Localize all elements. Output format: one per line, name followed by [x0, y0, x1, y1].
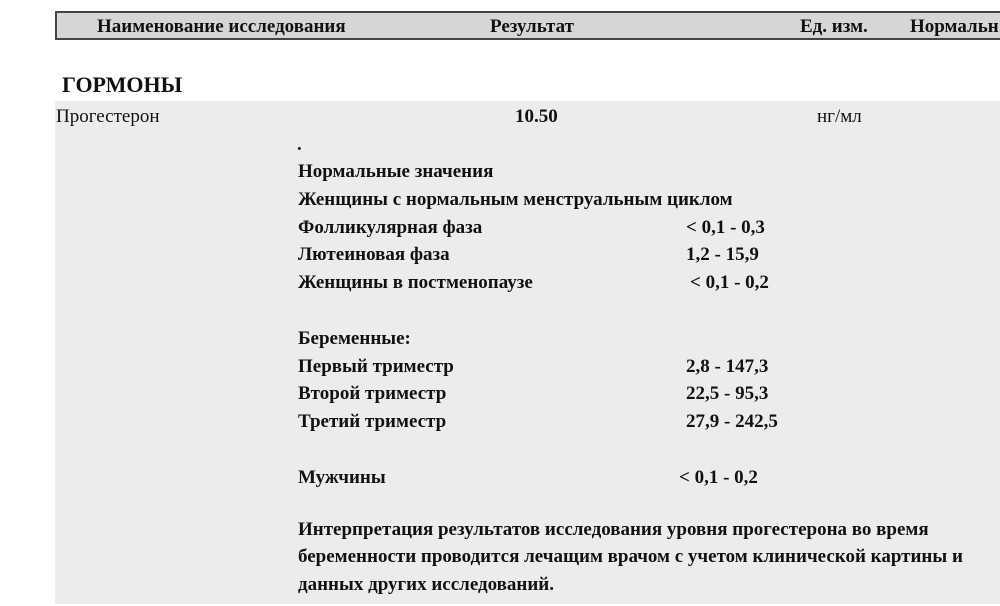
- ref-label: Фолликулярная фаза: [298, 217, 483, 238]
- ref-value: < 0,1 - 0,2: [690, 272, 769, 293]
- table-header: [55, 11, 1000, 40]
- men-value: < 0,1 - 0,2: [679, 467, 758, 488]
- ref-value: 27,9 - 242,5: [686, 411, 778, 432]
- ref-value: 22,5 - 95,3: [686, 383, 769, 404]
- header-norm: Нормальн: [910, 16, 999, 37]
- header-result: Результат: [490, 16, 574, 37]
- section-title: ГОРМОНЫ: [62, 72, 183, 97]
- ref-label: Второй триместр: [298, 383, 447, 404]
- note-line: данных других исследований.: [298, 574, 554, 595]
- dot: .: [297, 134, 302, 155]
- ref-label: Третий триместр: [298, 411, 447, 432]
- ref-title: Нормальные значения: [298, 161, 494, 182]
- pregnant-title: Беременные:: [298, 328, 411, 349]
- ref-value: 1,2 - 15,9: [686, 244, 759, 265]
- note-line: Интерпретация результатов исследования уровня прогестерона во время: [298, 519, 929, 540]
- men-label: Мужчины: [298, 467, 386, 488]
- header-unit: Ед. изм.: [800, 16, 868, 37]
- header-name: Наименование исследования: [97, 16, 346, 37]
- test-unit: нг/мл: [817, 106, 862, 127]
- ref-label: Женщины в постменопаузе: [298, 272, 533, 293]
- test-result: 10.50: [515, 106, 558, 127]
- ref-label: Лютеиновая фаза: [298, 244, 450, 265]
- ref-value: 2,8 - 147,3: [686, 356, 769, 377]
- ref-label: Первый триместр: [298, 356, 454, 377]
- ref-value: < 0,1 - 0,3: [686, 217, 765, 238]
- test-name: Прогестерон: [56, 106, 160, 127]
- note-line: беременности проводится лечащим врачом с учетом клинической картины и: [298, 546, 963, 567]
- ref-subtitle: Женщины с нормальным менструальным циклом: [298, 189, 733, 210]
